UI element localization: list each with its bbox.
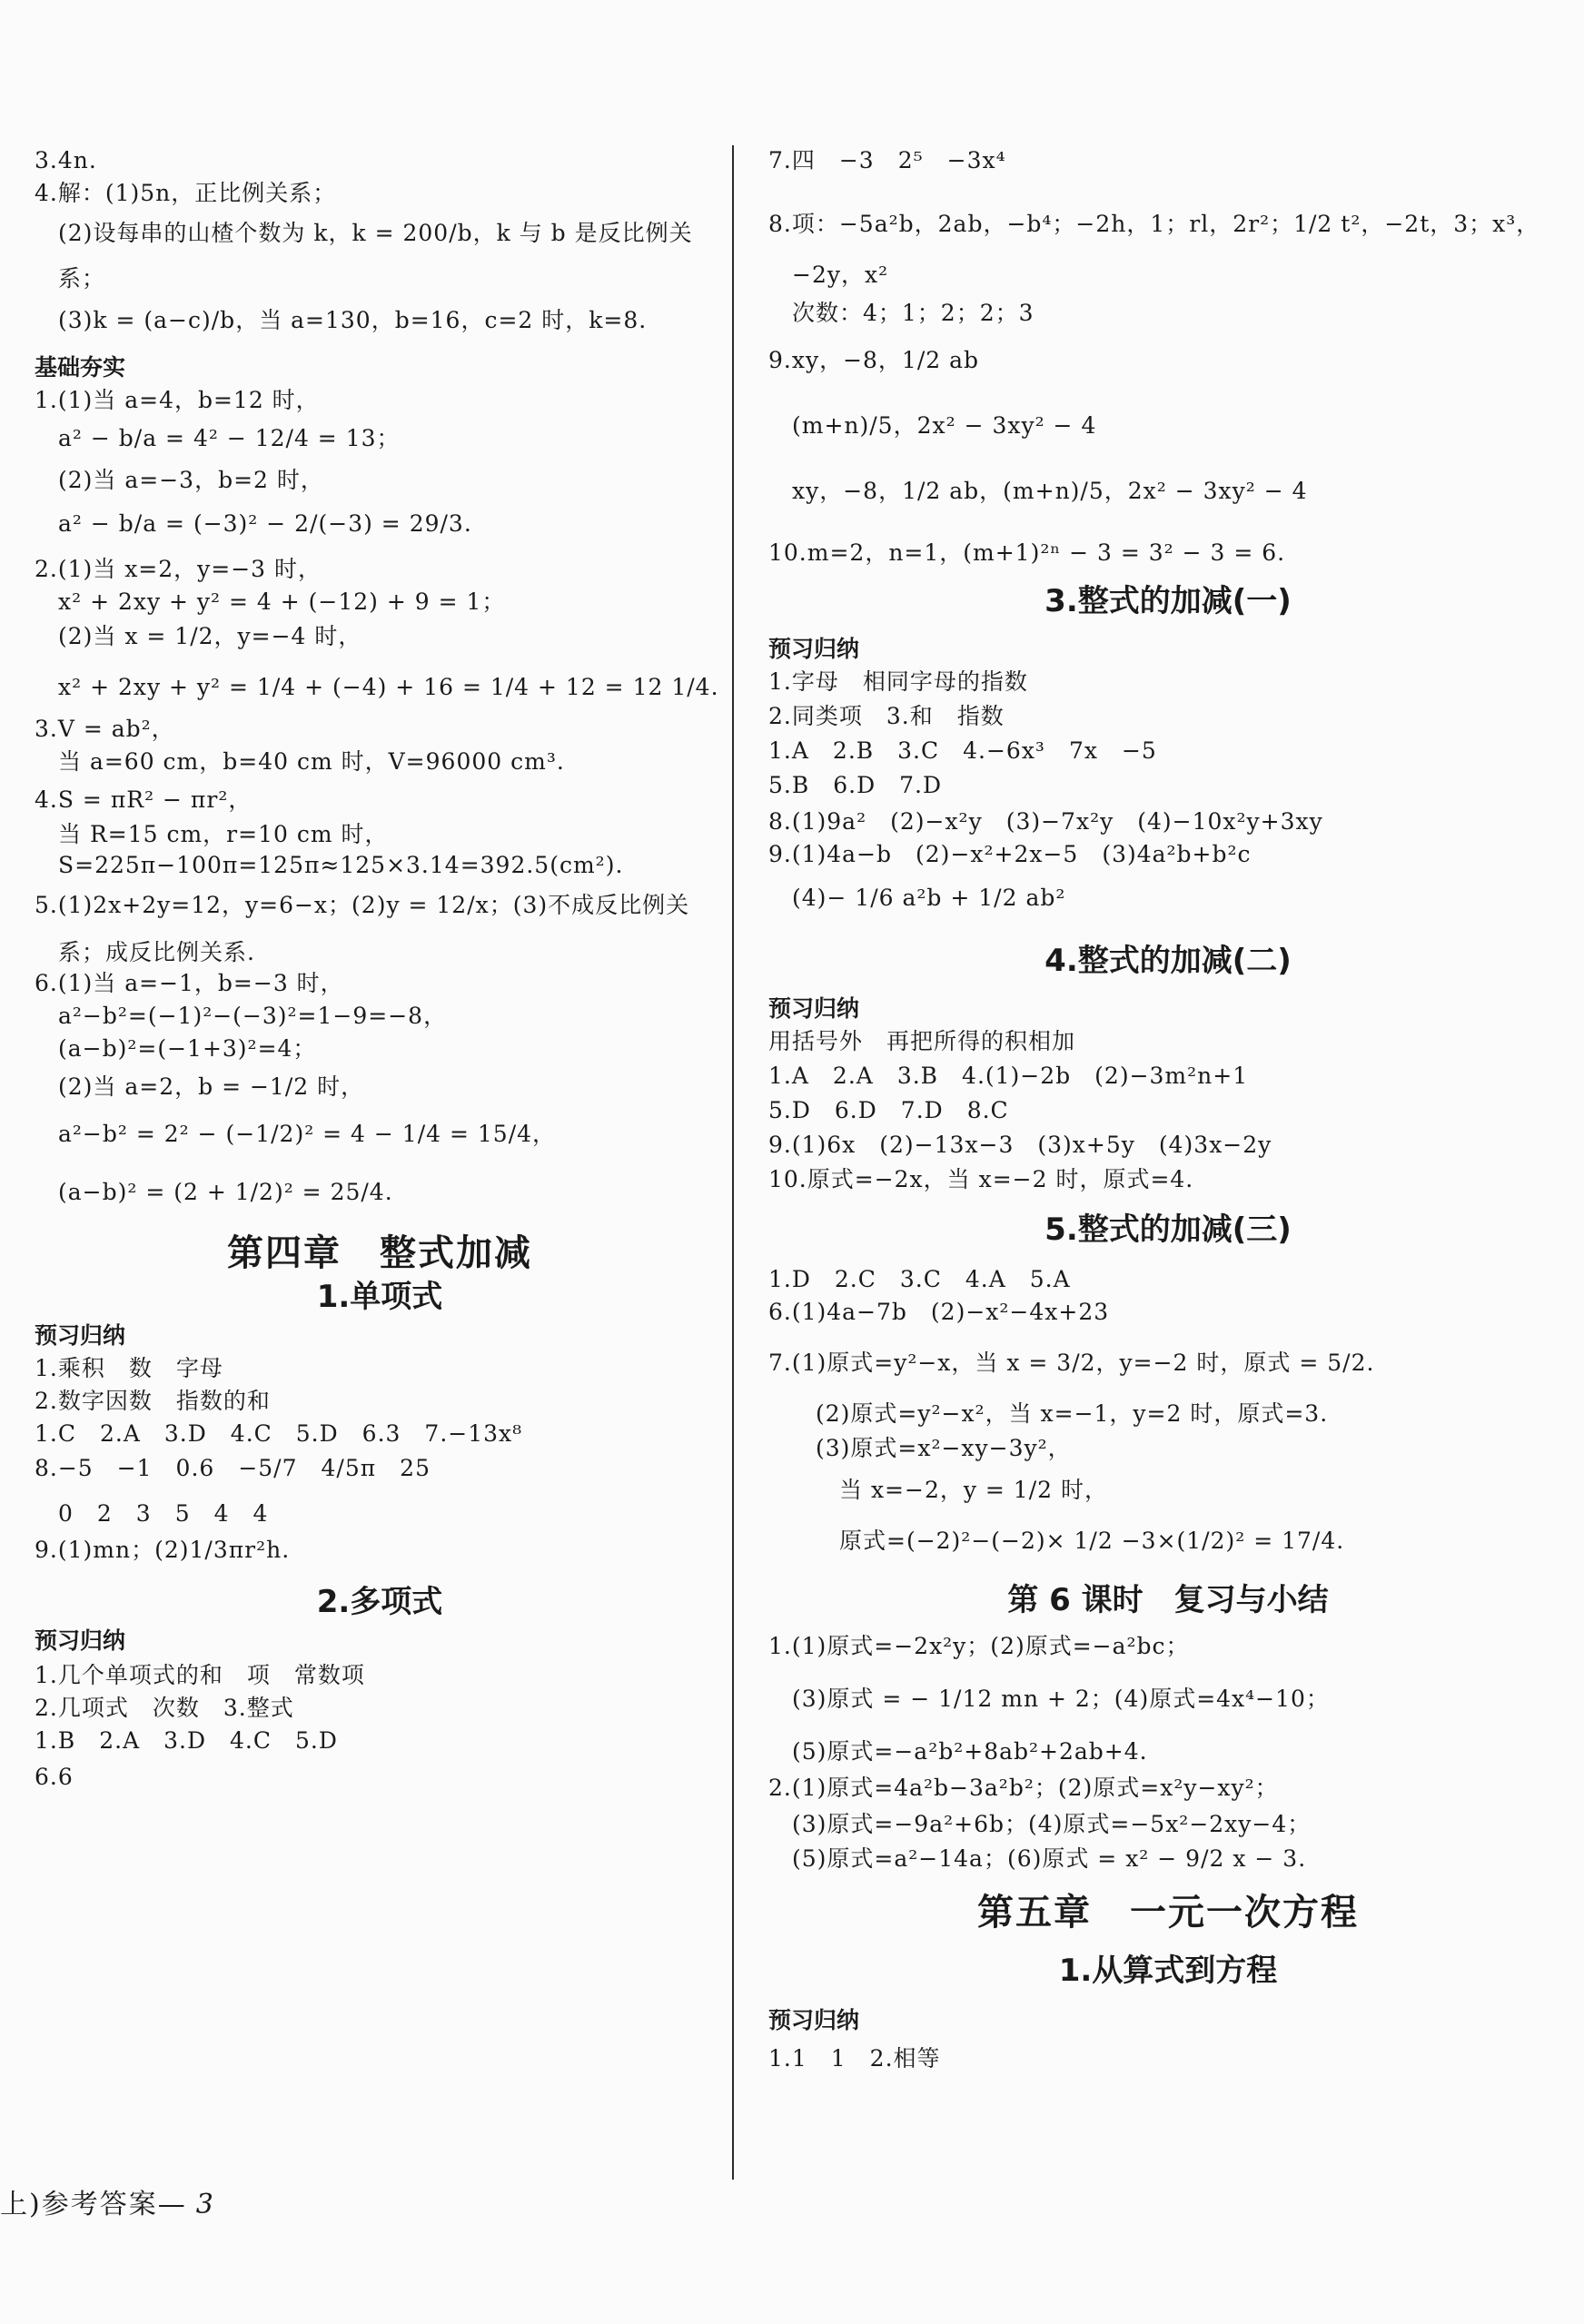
answer-line: 6.6 xyxy=(35,1764,74,1790)
answer-line: 2.(1)当 x=2，y=−3 时， xyxy=(35,556,322,582)
answer-line: 8.项：−5a²b，2ab，−b⁴；−2h，1；rl，2r²；1/2 t²，−2t，3；x³， xyxy=(768,211,1540,237)
answer-line: (2)当 a=2，b = −1/2 时， xyxy=(58,1073,365,1100)
answer-line: 8.(1)9a² (2)−x²y (3)−7x²y (4)−10x²y+3xy xyxy=(768,808,1323,835)
subsection-label: 预习归纳 xyxy=(35,1322,126,1349)
answer-line: 6.(1)当 a=−1，b=−3 时， xyxy=(35,970,344,996)
answer-line: (2)当 a=−3，b=2 时， xyxy=(58,467,324,493)
answer-line: 2.同类项 3.和 指数 xyxy=(768,703,1005,729)
answer-line: 1.(1)当 a=4，b=12 时， xyxy=(35,387,320,413)
answer-line: 当 a=60 cm，b=40 cm 时，V=96000 cm³. xyxy=(58,748,565,775)
answer-line: 当 x=−2，y = 1/2 时， xyxy=(839,1477,1108,1503)
section-heading: 3.整式的加减(一) xyxy=(1044,583,1292,619)
answer-line: 用括号外 再把所得的积相加 xyxy=(768,1028,1076,1054)
section-heading: 1.单项式 xyxy=(316,1279,443,1315)
answer-line: 次数：4；1；2；2；3 xyxy=(792,300,1035,326)
answer-line: 4.解：(1)5n，正比例关系； xyxy=(35,180,337,206)
answer-line: (m+n)/5，2x² − 3xy² − 4 xyxy=(792,412,1097,439)
footer-label: 上)参考答案— xyxy=(0,2189,187,2220)
answer-line: 7.四 −3 2⁵ −3x⁴ xyxy=(768,147,1006,173)
answer-line: 1.B 2.A 3.D 4.C 5.D xyxy=(35,1727,338,1754)
answer-line: 1.(1)原式=−2x²y；(2)原式=−a²bc； xyxy=(768,1633,1190,1659)
answer-line: S=225π−100π=125π≈125×3.14=392.5(cm²). xyxy=(58,852,624,878)
answer-line: −2y，x² xyxy=(792,262,889,288)
answer-line: (3)原式=−9a²+6b；(4)原式=−5x²−2xy−4； xyxy=(792,1811,1312,1837)
answer-line: 系； xyxy=(58,265,106,292)
answer-line: (5)原式=a²−14a；(6)原式 = x² − 9/2 x − 3. xyxy=(792,1845,1307,1872)
subsection-label: 预习归纳 xyxy=(768,995,860,1022)
answer-line: a²−b²=(−1)²−(−3)²=1−9=−8， xyxy=(58,1003,448,1029)
subsection-label: 预习归纳 xyxy=(768,2007,860,2033)
answer-line: 9.(1)mn；(2)1/3πr²h. xyxy=(35,1537,291,1563)
section-heading: 2.多项式 xyxy=(316,1584,443,1620)
subsection-label: 预习归纳 xyxy=(768,636,860,662)
column-divider xyxy=(732,145,734,2180)
answer-line: 系；成反比例关系. xyxy=(58,939,255,965)
page-number: 3 xyxy=(195,2189,215,2220)
answer-line: 当 R=15 cm，r=10 cm 时， xyxy=(58,821,389,847)
answer-line: 9.(1)4a−b (2)−x²+2x−5 (3)4a²b+b²c xyxy=(768,841,1252,867)
answer-line: 4.S = πR² − πr²， xyxy=(35,786,252,813)
answer-line: 5.(1)2x+2y=12，y=6−x；(2)y = 12/x；(3)不成反比例关 xyxy=(35,892,690,918)
chapter-title: 第四章 整式加减 xyxy=(227,1232,532,1274)
answer-line: (3)k = (a−c)/b，当 a=130，b=16，c=2 时，k=8. xyxy=(58,307,648,333)
answer-line: xy，−8，1/2 ab，(m+n)/5，2x² − 3xy² − 4 xyxy=(792,478,1308,504)
subsection-label: 基础夯实 xyxy=(35,354,126,381)
answer-line: 7.(1)原式=y²−x，当 x = 3/2，y=−2 时，原式 = 5/2. xyxy=(768,1350,1375,1376)
answer-line: 10.原式=−2x，当 x=−2 时，原式=4. xyxy=(768,1166,1194,1192)
answer-line: (5)原式=−a²b²+8ab²+2ab+4. xyxy=(792,1738,1148,1765)
answer-line: 9.(1)6x (2)−13x−3 (3)x+5y (4)3x−2y xyxy=(768,1132,1272,1158)
page-footer xyxy=(0,2187,215,2223)
answer-line: 1.几个单项式的和 项 常数项 xyxy=(35,1662,365,1688)
answer-line: 0 2 3 5 4 4 xyxy=(58,1500,269,1527)
answer-line: 1.C 2.A 3.D 4.C 5.D 6.3 7.−13x⁸ xyxy=(35,1420,523,1447)
answer-line: (2)设每串的山楂个数为 k，k = 200/b，k 与 b 是反比例关 xyxy=(58,220,693,246)
answer-line: 1.字母 相同字母的指数 xyxy=(768,668,1028,695)
answer-line: 3.V = ab²， xyxy=(35,716,175,742)
answer-line: (3)原式=x²−xy−3y²， xyxy=(816,1435,1072,1461)
answer-line: 2.数字因数 指数的和 xyxy=(35,1388,271,1414)
answer-line: 5.B 6.D 7.D xyxy=(768,772,943,798)
answer-line: 2.几项式 次数 3.整式 xyxy=(35,1695,294,1721)
section-heading: 5.整式的加减(三) xyxy=(1044,1211,1292,1248)
answer-line: x² + 2xy + y² = 1/4 + (−4) + 16 = 1/4 + 12 = 12 1/4. xyxy=(58,674,719,700)
section-heading: 4.整式的加减(二) xyxy=(1044,943,1292,979)
answer-line: (4)− 1/6 a²b + 1/2 ab² xyxy=(792,885,1066,911)
answer-line: x² + 2xy + y² = 4 + (−12) + 9 = 1； xyxy=(58,588,506,615)
answer-line: (2)当 x = 1/2，y=−4 时， xyxy=(58,623,362,649)
chapter-title: 第五章 一元一次方程 xyxy=(977,1892,1359,1933)
answer-line: 原式=(−2)²−(−2)× 1/2 −3×(1/2)² = 17/4. xyxy=(839,1528,1345,1554)
answer-line: 3.4n. xyxy=(35,147,97,173)
answer-line: (2)原式=y²−x²，当 x=−1，y=2 时，原式=3. xyxy=(816,1400,1329,1427)
answer-line: 9.xy，−8，1/2 ab xyxy=(768,347,980,373)
answer-line: a² − b/a = 4² − 12/4 = 13； xyxy=(58,425,401,451)
answer-line: 1.D 2.C 3.C 4.A 5.A xyxy=(768,1266,1071,1292)
answer-line: (a−b)² = (2 + 1/2)² = 25/4. xyxy=(58,1179,393,1205)
answer-line: 1.A 2.B 3.C 4.−6x³ 7x −5 xyxy=(768,737,1157,764)
answer-line: 10.m=2，n=1，(m+1)²ⁿ − 3 = 3² − 3 = 6. xyxy=(768,539,1286,566)
answer-line: 1.1 1 2.相等 xyxy=(768,2045,941,2072)
section-heading: 1.从算式到方程 xyxy=(1058,1953,1278,1989)
answer-line: 1.A 2.A 3.B 4.(1)−2b (2)−3m²n+1 xyxy=(768,1063,1249,1089)
answer-line: 2.(1)原式=4a²b−3a²b²；(2)原式=x²y−xy²； xyxy=(768,1775,1279,1801)
answer-line: (3)原式 = − 1/12 mn + 2；(4)原式=4x⁴−10； xyxy=(792,1686,1330,1712)
answer-line: 8.−5 −1 0.6 −5/7 4/5π 25 xyxy=(35,1455,431,1481)
section-heading: 第 6 课时 复习与小结 xyxy=(1007,1582,1329,1618)
answer-line: 1.乘积 数 字母 xyxy=(35,1355,223,1381)
answer-line: a² − b/a = (−3)² − 2/(−3) = 29/3. xyxy=(58,510,472,537)
answer-line: (a−b)²=(−1+3)²=4； xyxy=(58,1035,317,1062)
answer-line: a²−b² = 2² − (−1/2)² = 4 − 1/4 = 15/4， xyxy=(58,1121,557,1147)
subsection-label: 预习归纳 xyxy=(35,1627,126,1654)
answer-line: 6.(1)4a−7b (2)−x²−4x+23 xyxy=(768,1299,1110,1325)
answer-line: 5.D 6.D 7.D 8.C xyxy=(768,1097,1009,1123)
